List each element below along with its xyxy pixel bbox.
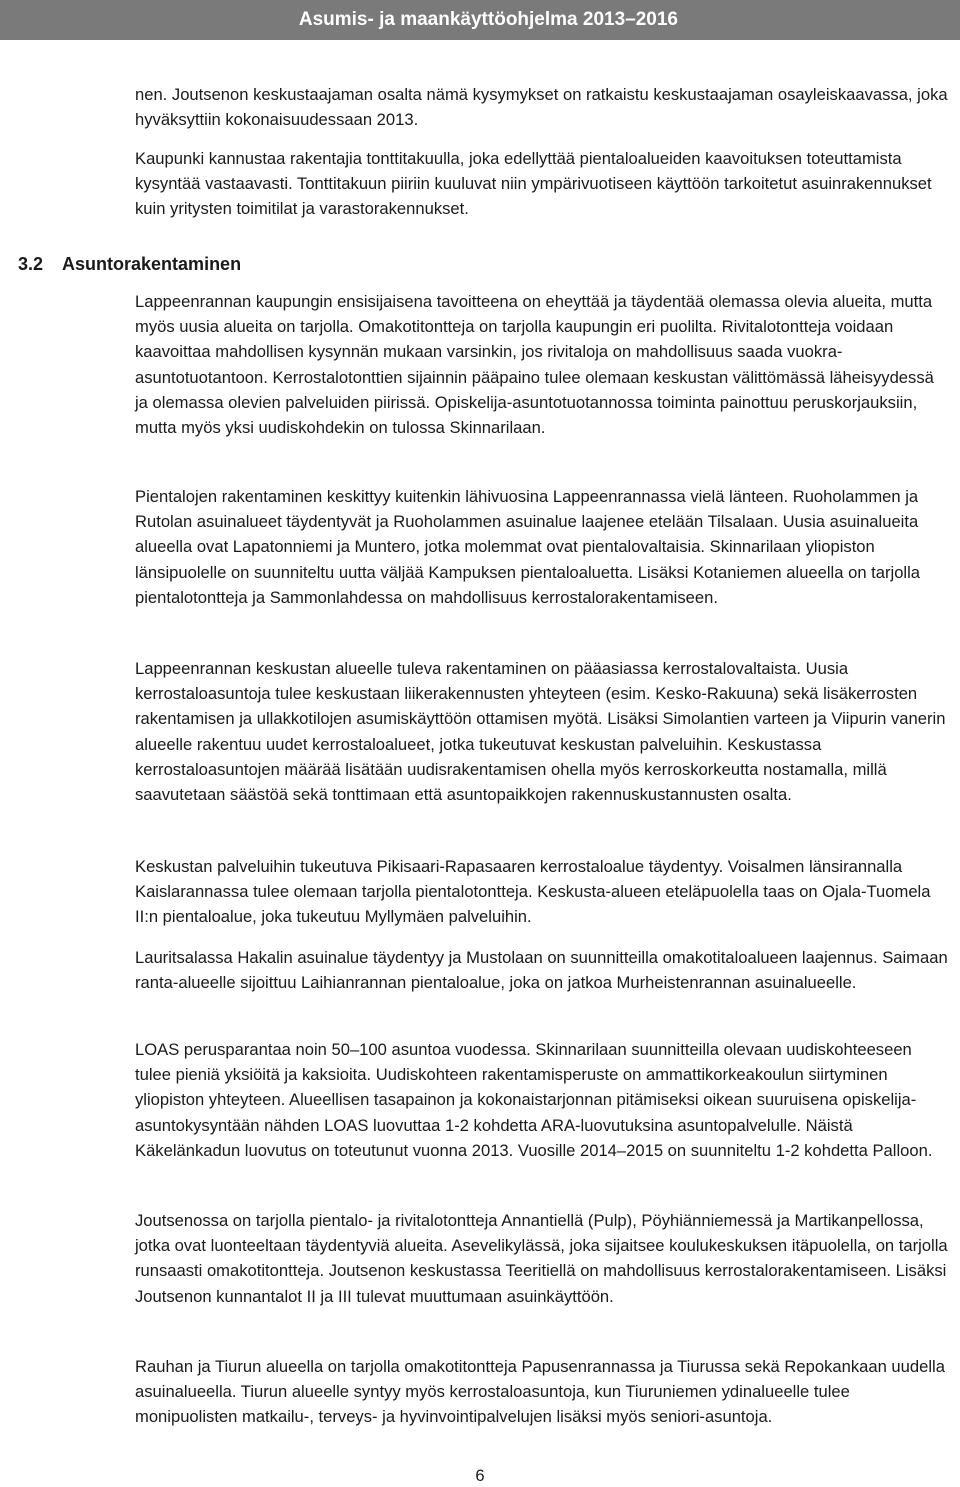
section-title: Asuntorakentaminen [62,254,242,274]
intro-tonttitakuu-paragraph: Kaupunki kannustaa rakentajia tonttitakuulla, joka edellyttää pientaloalueiden kaavoituksen toteuttamista kysyntää vastaavasti. Tonttitakuun piiriin kuuluvat niin ympärivuotiseen käyttöön tarkoitetut asuinrakennukset kuin yritysten toimitilat ja varastorakennukset. [135,149,932,219]
body-paragraph-4: Keskustan palveluihin tukeutuva Pikisaari-Rapasaaren kerrostaloalue täydentyy. Voisalmen länsirannalla Kaislarannassa tulee olemaan tarjolla pientalotontteja. Keskusta-alueen eteläpuolella taas on Ojala-Tuomela II:n pientaloalue, joka tukeutuu Myllymäen palveluihin. [135,857,931,927]
page-number: 6 [475,1466,485,1485]
body-paragraph-3: Lappeenrannan keskustan alueelle tuleva rakentaminen on pääasiassa kerrostalovaltaista. Uusia kerrostaloasuntoja tulee keskustaan liikerakennusten yhteyteen (esim. Kesko-Rakuuna) sekä lisäkerrosten rakentamisen ja ullakkotilojen asumiskäyttöön ottamisen myötä. Lisäksi Simolantien varteen ja Viipurin vanerin alueelle rakentuu uudet kerrostaloalueet, jotka tukeutuvat keskustan palveluihin. Keskustassa kerrostaloasuntojen määrää lisätään uudisrakentamisen ohella myös kerroskorkeutta nostamalla, millä saavutetaan säästöä sekä tonttimaan että asuntopaikkojen rakennuskustannusten osalta. [135,659,946,805]
body-paragraph-7: Joutsenossa on tarjolla pientalo- ja rivitalotontteja Annantiellä (Pulp), Pöyhiänniemessä ja Martikanpellossa, jotka ovat luonteeltaan täydentyviä alueita. Asevelikylässä, joka sijaitsee koulukeskuksen itäpuolella, on tarjolla runsaasti omakotitontteja. Joutsenon keskustassa Teeritiellä on mahdollisuus kerrostalorakentamiseen. Lisäksi Joutsenon kunnantalot II ja III tulevat muuttumaan asuinkäyttöön. [135,1211,948,1306]
body-paragraph-8: Rauhan ja Tiurun alueella on tarjolla omakotitontteja Papusenrannassa ja Tiurussa sekä Repokankaan uudella asuinalueella. Tiurun alueelle syntyy myös kerrostaloasuntoja, kun Tiuruniemen ydinalueelle tulee monipuolisten matkailu-, terveys- ja hyvinvointipalvelujen lisäksi myös seniori-asuntoja. [135,1357,945,1427]
section-heading [18,252,241,276]
body-paragraph-2: Pientalojen rakentaminen keskittyy kuitenkin lähivuosina Lappeenrannassa vielä länteen. Ruoholammen ja Rutolan asuinalueet täydentyvät ja Ruoholammen asuinalue laajenee etelään Tilsalaan. Uusia asuinalueita alueella ovat Lapatonniemi ja Muntero, jotka molemmat ovat pientalovaltaisia. Skinnarilaan yliopiston länsipuolelle on suunniteltu uutta väljää Kampuksen pientaloaluetta. Lisäksi Kotaniemen alueella on tarjolla pientalotontteja ja Sammonlahdessa on mahdollisuus kerrostalorakentamiseen. [135,487,921,607]
header-bar [0,0,960,40]
body-paragraph-5: Lauritsalassa Hakalin asuinalue täydentyy ja Mustolaan on suunnitteilla omakotitaloalueen laajennus. Saimaan ranta-alueelle sijoittuu Laihianrannan pientaloalue, joka on jatkoa Murheistenrannan asuinalueelle. [135,948,948,993]
document-title: Asumis- ja maankäyttöohjelma 2013–2016 [298,9,678,30]
body-paragraph-6: LOAS perusparantaa noin 50–100 asuntoa vuodessa. Skinnarilaan suunnitteilla olevaan uudiskohteeseen tulee pieniä yksiöitä ja kaksioita. Uudiskohteen rakentamisperuste on ammattikorkeakoulun siirtyminen yliopiston yhteyteen. Alueellisen tasapainon ja kokonaistarjonnan pitämiseksi oikean suuruisena opiskelija-asuntokysyntään nähden LOAS luovuttaa 1-2 kohdetta ARA-luovutuksina asuntopalvelulle. Näistä Käkelänkadun luovutus on toteutunut vuonna 2013. Vuosille 2014–2015 on suunniteltu 1-2 kohdetta Palloon. [135,1040,933,1160]
section-number: 3.2 [18,254,44,274]
body-paragraph-1: Lappeenrannan kaupungin ensisijaisena tavoitteena on eheyttää ja täydentää olemassa olevia alueita, mutta myös uusia alueita on tarjolla. Omakotitontteja on tarjolla kaupungin eri puolilta. Rivitalotontteja voidaan kaavoittaa mahdollisen kysynnän mukaan varsinkin, jos rivitaloja on mahdollisuus saada vuokra-asuntotuotantoon. Kerrostalotonttien sijainnin pääpaino tulee olemaan keskustan välittömässä läheisyydessä ja olemassa olevien palveluiden piirissä. Opiskelija-asuntotuotannossa toiminta painottuu peruskorjauksiin, mutta myös yksi uudiskohdekin on tulossa Skinnarilaan. [135,292,934,438]
intro-continuation-paragraph: nen. Joutsenon keskustaajaman osalta nämä kysymykset on ratkaistu keskustaajaman osayleiskaavassa, joka hyväksyttiin kokonaisuudessaan 2013. [135,85,948,130]
